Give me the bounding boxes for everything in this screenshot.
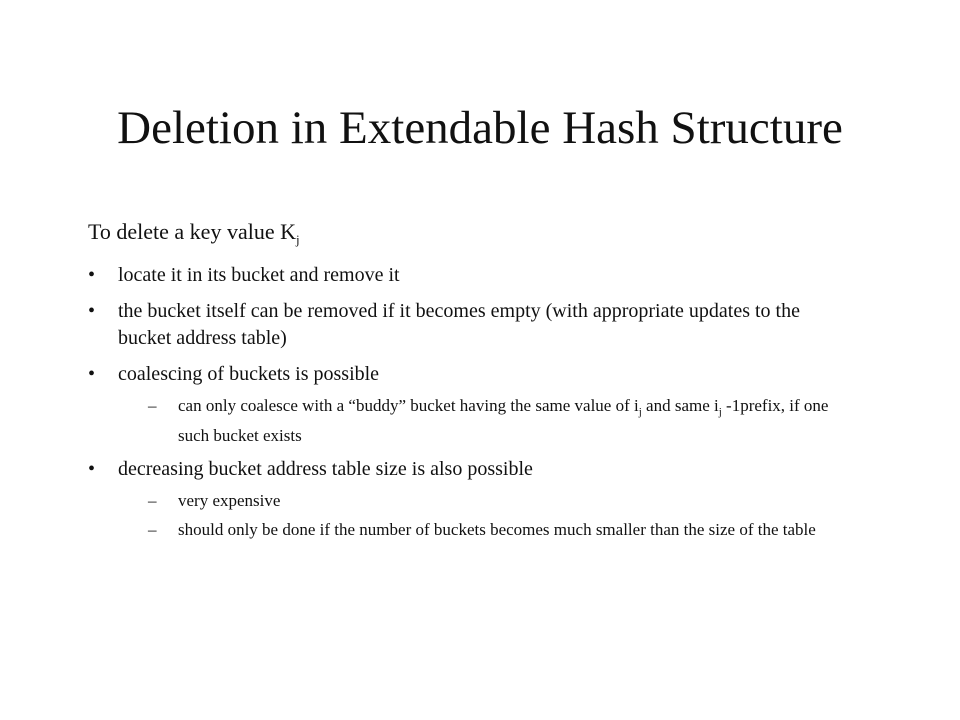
sub-subscript: j <box>638 406 642 418</box>
bullet-marker: • <box>88 300 96 322</box>
sub-text: should only be done if the number of buckets becomes much smaller than the size of the table <box>178 520 816 539</box>
sub-text-part2: and same i <box>641 396 719 415</box>
intro-line <box>88 218 848 254</box>
sub-item <box>148 394 848 447</box>
bullet-item <box>88 298 848 352</box>
slide-title: Deletion in Extendable Hash Structure <box>117 102 843 154</box>
sub-item <box>148 518 848 541</box>
sub-marker: – <box>148 491 157 510</box>
bullet-item <box>88 262 848 289</box>
sub-text-part3: -1prefix, if one such bucket exists <box>178 396 829 445</box>
slide-body <box>88 218 848 550</box>
bullet-text: locate it in its bucket and remove it <box>118 264 400 286</box>
intro-subscript: j <box>295 232 300 247</box>
bullet-marker: • <box>88 363 96 385</box>
sub-list <box>118 394 848 447</box>
sub-text-part1: can only coalesce with a “buddy” bucket having the same value of i <box>178 396 639 415</box>
intro-text: To delete a key value K <box>88 219 296 244</box>
bullet-item <box>88 361 848 447</box>
sub-text: very expensive <box>178 491 281 510</box>
bullet-text: the bucket itself can be removed if it becomes empty (with appropriate updates to the bucket address table) <box>118 300 800 349</box>
bullet-marker: • <box>88 264 96 286</box>
sub-item <box>148 489 848 512</box>
bullet-marker: • <box>88 458 96 480</box>
bullet-text: coalescing of buckets is possible <box>118 363 380 385</box>
bullet-item <box>88 456 848 541</box>
sub-list <box>118 489 848 541</box>
sub-subscript: j <box>718 406 722 418</box>
bullet-text: decreasing bucket address table size is also possible <box>118 458 533 480</box>
sub-marker: – <box>148 520 157 539</box>
sub-marker: – <box>148 396 157 415</box>
bullet-list <box>88 262 848 541</box>
